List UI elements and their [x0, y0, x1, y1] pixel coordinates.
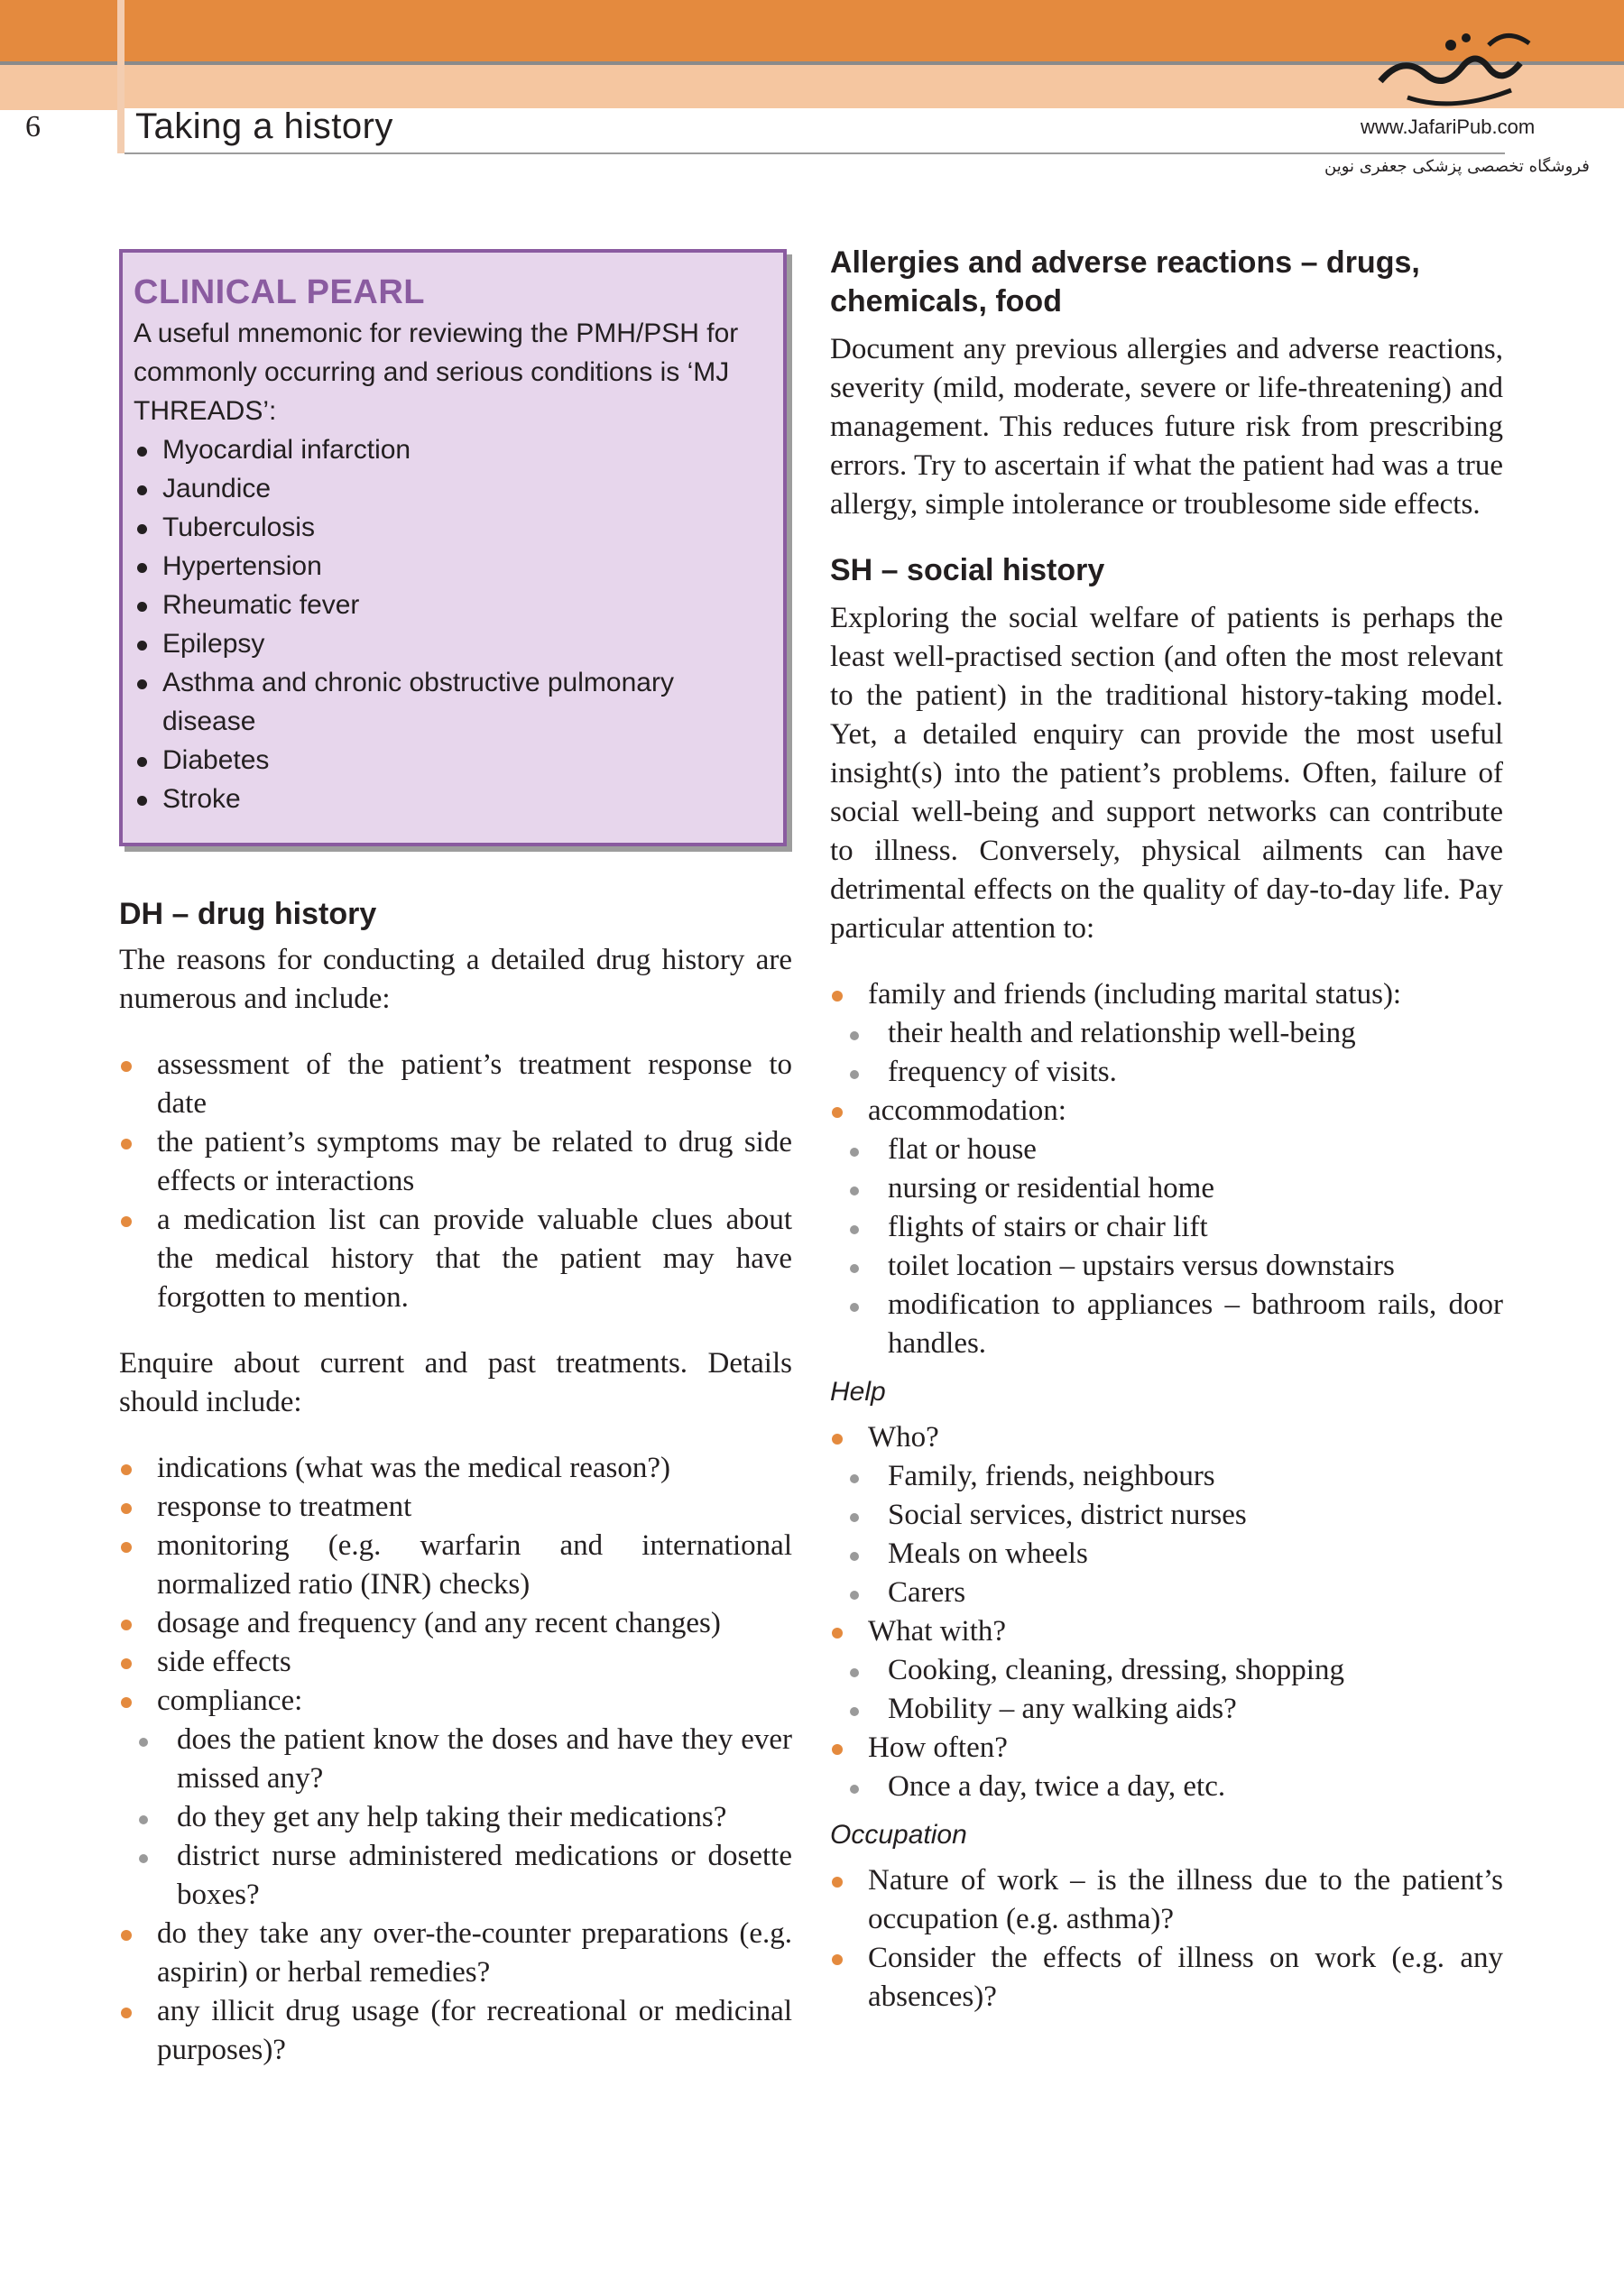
bullet-icon: [121, 1697, 132, 1708]
list-item: indications (what was the medical reason?): [119, 1449, 792, 1488]
list-item: Meals on wheels: [830, 1535, 1503, 1574]
bullet-icon: [832, 1954, 843, 1965]
list-item: Cooking, cleaning, dressing, shopping: [830, 1651, 1503, 1690]
who-sublist: [830, 1457, 1503, 1612]
subheading-help: Help: [830, 1377, 886, 1407]
list-item: Nature of work – is the illness due to the patient’s occupation (e.g. asthma)?: [830, 1861, 1503, 1939]
bullet-icon: [850, 1148, 859, 1157]
publisher-tagline: فروشگاه تخصصی پزشکی جعفری نوین: [1324, 157, 1590, 176]
list-item: their health and relationship well-being: [830, 1014, 1503, 1053]
list-item: How often?: [830, 1729, 1503, 1768]
publisher-website: www.JafariPub.com: [1361, 115, 1536, 138]
bullet-icon: [850, 1031, 859, 1040]
list-item: Mobility – any walking aids?: [830, 1690, 1503, 1729]
list-item: compliance:: [119, 1682, 792, 1721]
what-with-sublist: [830, 1651, 1503, 1729]
right-column: [830, 244, 1503, 2017]
social-accommodation-list: [830, 1092, 1503, 1131]
subheading-occupation: Occupation: [830, 1820, 967, 1850]
bullet-icon: [832, 1628, 843, 1639]
help-how-often-list: [830, 1729, 1503, 1768]
clinical-pearl-box: [119, 249, 787, 846]
list-item: Social services, district nurses: [830, 1496, 1503, 1535]
running-title: Taking a history: [135, 106, 393, 146]
list-item: Tuberculosis: [134, 508, 783, 547]
bullet-icon: [139, 1815, 148, 1824]
list-item: frequency of visits.: [830, 1053, 1503, 1092]
bullet-icon: [137, 796, 147, 806]
accommodation-sublist: [830, 1131, 1503, 1363]
treatment-details-list-more: [119, 1915, 792, 2070]
list-item: dosage and frequency (and any recent changes): [119, 1604, 792, 1643]
bullet-icon: [832, 1107, 843, 1118]
help-who-list: [830, 1418, 1503, 1457]
bullet-icon: [832, 1877, 843, 1888]
bullet-icon: [137, 679, 147, 689]
occupation-list: [830, 1861, 1503, 2017]
list-item: side effects: [119, 1643, 792, 1682]
bullet-icon: [121, 1216, 132, 1227]
pearl-list: [134, 430, 783, 818]
list-item: do they get any help taking their medications?: [119, 1798, 792, 1837]
list-item: assessment of the patient’s treatment response to date: [119, 1046, 792, 1123]
section-heading-drug-history: DH – drug history: [119, 897, 377, 931]
bullet-icon: [832, 991, 843, 1002]
list-item: the patient’s symptoms may be related to drug side effects or interactions: [119, 1123, 792, 1201]
list-item: What with?: [830, 1612, 1503, 1651]
bullet-icon: [832, 1434, 843, 1445]
help-what-with-list: [830, 1612, 1503, 1651]
list-item: any illicit drug usage (for recreational or medicinal purposes)?: [119, 1992, 792, 2070]
bullet-icon: [121, 1061, 132, 1072]
enquire-paragraph: Enquire about current and past treatments. Details should include:: [119, 1347, 792, 1418]
list-item: accommodation:: [830, 1092, 1503, 1131]
bullet-icon: [121, 1620, 132, 1630]
bullet-icon: [850, 1513, 859, 1522]
social-history-paragraph: Exploring the social welfare of patients is perhaps the least well-practised section (and often the most relevant to the patient) in the traditional history-taking model. Yet, a detailed enquiry can provide the most useful insight(s) into the patient’s problems. Often, failure of social well-being and support networks can contribute to illness. Conversely, physical ailments can have detrimental effects on the quality of day-to-day life. Pay particular attention to:: [830, 602, 1503, 945]
bullet-icon: [850, 1591, 859, 1600]
bullet-icon: [139, 1854, 148, 1863]
bullet-icon: [850, 1264, 859, 1273]
bullet-icon: [850, 1070, 859, 1079]
bullet-icon: [121, 1930, 132, 1941]
list-item: flat or house: [830, 1131, 1503, 1169]
bullet-icon: [139, 1738, 148, 1747]
list-item: response to treatment: [119, 1488, 792, 1527]
bullet-icon: [121, 1503, 132, 1514]
list-item: Asthma and chronic obstructive pulmonary disease: [134, 663, 740, 741]
bullet-icon: [137, 563, 147, 573]
allergies-paragraph: Document any previous allergies and adverse reactions, severity (mild, moderate, severe or life-threatening) and management. This reduces future risk from prescribing errors. Try to ascertain if what the patient had was a true allergy, simple intolerance or troublesome side effects.: [830, 333, 1503, 521]
bullet-icon: [121, 1139, 132, 1149]
drug-history-intro: The reasons for conducting a detailed drug history are numerous and include:: [119, 944, 792, 1015]
bullet-icon: [137, 524, 147, 534]
bullet-icon: [137, 485, 147, 495]
list-item: Myocardial infarction: [134, 430, 783, 469]
compliance-sublist: [119, 1721, 792, 1915]
header-vertical-bar: [117, 0, 125, 153]
section-heading-social-history: SH – social history: [830, 553, 1105, 587]
list-item: modification to appliances – bathroom rails, door handles.: [830, 1286, 1503, 1363]
list-item: family and friends (including marital status):: [830, 975, 1503, 1014]
pearl-text: A useful mnemonic for reviewing the PMH/PSH for commonly occurring and serious conditions is ‘MJ THREADS’:: [134, 318, 739, 426]
bullet-icon: [850, 1785, 859, 1794]
list-item: does the patient know the doses and have they ever missed any?: [119, 1721, 792, 1798]
page-number: 6: [25, 110, 41, 143]
list-item: district nurse administered medications or dosette boxes?: [119, 1837, 792, 1915]
bullet-icon: [121, 1464, 132, 1475]
bullet-icon: [137, 757, 147, 767]
how-often-sublist: [830, 1768, 1503, 1806]
bullet-icon: [850, 1668, 859, 1677]
bullet-icon: [850, 1186, 859, 1196]
bullet-icon: [850, 1552, 859, 1561]
list-item: flights of stairs or chair lift: [830, 1208, 1503, 1247]
list-item: Rheumatic fever: [134, 586, 783, 624]
bullet-icon: [850, 1474, 859, 1483]
header-underline: [125, 152, 1505, 154]
list-item: Carers: [830, 1574, 1503, 1612]
list-item: Epilepsy: [134, 624, 783, 663]
bullet-icon: [137, 602, 147, 612]
list-item: nursing or residential home: [830, 1169, 1503, 1208]
family-sublist: [830, 1014, 1503, 1092]
list-item: Jaundice: [134, 469, 783, 508]
list-item: a medication list can provide valuable clues about the medical history that the patient may have forgotten to mention.: [119, 1201, 792, 1317]
bullet-icon: [137, 641, 147, 651]
social-family-list: [830, 975, 1503, 1014]
list-item: Stroke: [134, 780, 783, 818]
bullet-icon: [137, 447, 147, 457]
treatment-details-list: [119, 1449, 792, 1721]
list-item: toilet location – upstairs versus downstairs: [830, 1247, 1503, 1286]
section-heading-allergies: Allergies and adverse reactions – drugs, chemicals, food: [830, 245, 1420, 318]
left-column: [119, 244, 792, 2070]
list-item: Hypertension: [134, 547, 783, 586]
list-item: monitoring (e.g. warfarin and international normalized ratio (INR) checks): [119, 1527, 792, 1604]
list-item: Who?: [830, 1418, 1503, 1457]
list-item: Family, friends, neighbours: [830, 1457, 1503, 1496]
list-item: do they take any over-the-counter preparations (e.g. aspirin) or herbal remedies?: [119, 1915, 792, 1992]
bullet-icon: [850, 1303, 859, 1312]
publisher-logo: [1353, 18, 1552, 117]
pearl-title: CLINICAL PEARL: [134, 273, 425, 311]
bullet-icon: [121, 2008, 132, 2018]
bullet-icon: [850, 1225, 859, 1234]
list-item: Diabetes: [134, 741, 783, 780]
list-item: Consider the effects of illness on work (e.g. any absences)?: [830, 1939, 1503, 2017]
drug-history-reasons: [119, 1046, 792, 1317]
list-item: Once a day, twice a day, etc.: [830, 1768, 1503, 1806]
bullet-icon: [850, 1707, 859, 1716]
bullet-icon: [121, 1542, 132, 1553]
bullet-icon: [121, 1658, 132, 1669]
bullet-icon: [832, 1744, 843, 1755]
